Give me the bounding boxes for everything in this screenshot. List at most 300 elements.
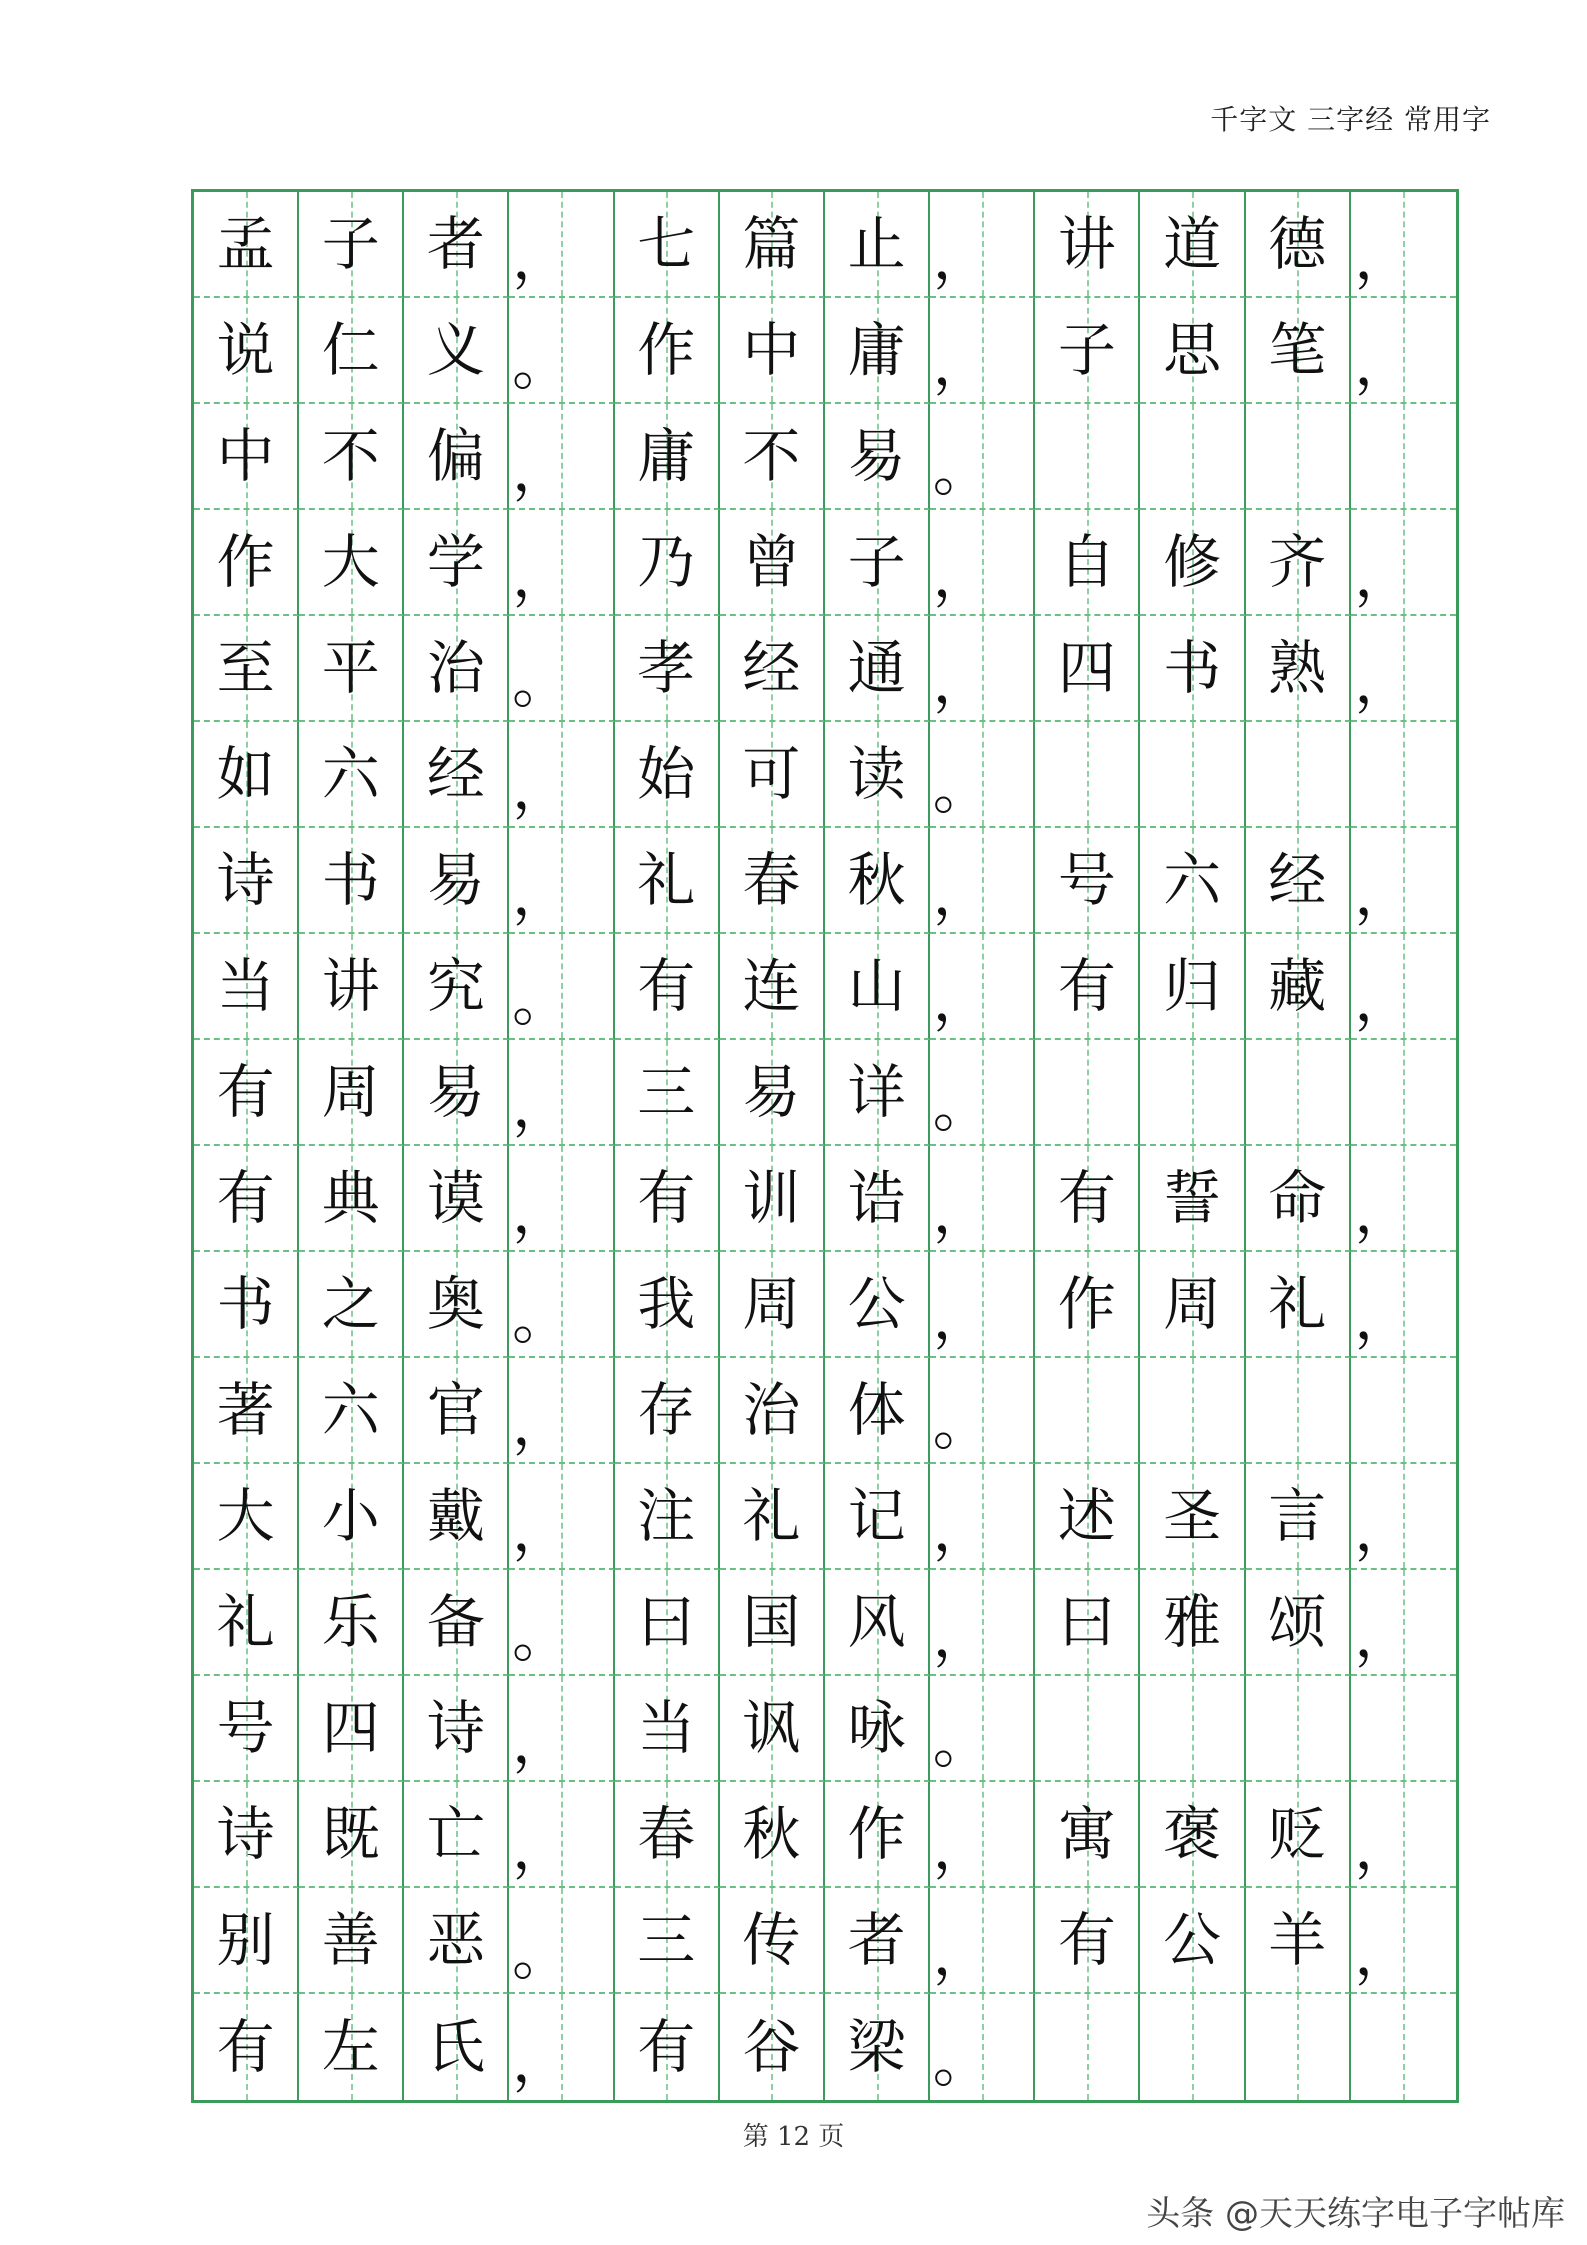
character: 三 [637, 1058, 696, 1126]
grid-cell [299, 616, 404, 722]
grid-cell [404, 1782, 509, 1888]
character: 作 [1057, 1270, 1116, 1338]
grid-cell [1140, 298, 1245, 404]
grid-cell [930, 1570, 1035, 1676]
grid-cell [1351, 616, 1456, 722]
grid-cell [1246, 1146, 1351, 1252]
character: 寓 [1057, 1800, 1116, 1868]
character: 作 [847, 1800, 906, 1868]
grid-cell [1140, 1358, 1245, 1464]
character: 者 [426, 210, 485, 278]
grid-cell [930, 404, 1035, 510]
grid-cell [404, 722, 509, 828]
character: 。 [932, 1708, 991, 1776]
grid-cell [930, 1888, 1035, 1994]
character: ， [1354, 1602, 1413, 1670]
grid-cell [825, 298, 930, 404]
grid-cell [720, 1570, 825, 1676]
grid-cell [299, 1782, 404, 1888]
grid-cell [615, 722, 720, 828]
grid-cell [1351, 510, 1456, 616]
grid-cell [1246, 722, 1351, 828]
character: 乐 [321, 1588, 380, 1656]
character: 公 [847, 1270, 906, 1338]
character: ， [512, 224, 571, 292]
character: ， [1354, 1814, 1413, 1882]
character: 。 [932, 436, 991, 504]
character: 如 [216, 740, 275, 808]
grid-cell [930, 722, 1035, 828]
grid-cell [194, 616, 299, 722]
character: 曰 [637, 1588, 696, 1656]
grid-cell [509, 1676, 614, 1782]
grid-cell [1351, 934, 1456, 1040]
character: 诰 [847, 1164, 906, 1232]
watermark: 头条 @天天练字电子字帖库 [1146, 2194, 1565, 2234]
grid-cell [299, 404, 404, 510]
character: 当 [637, 1694, 696, 1762]
character: ， [1354, 542, 1413, 610]
character: 子 [847, 528, 906, 596]
grid-cell [825, 1252, 930, 1358]
grid-cell [194, 510, 299, 616]
character: 诗 [426, 1694, 485, 1762]
character: 有 [1057, 952, 1116, 1020]
character: 经 [426, 740, 485, 808]
grid-cell [825, 1358, 930, 1464]
grid-cell [194, 1464, 299, 1570]
character: 连 [742, 952, 801, 1020]
grid-cell [720, 1358, 825, 1464]
grid-cell [720, 934, 825, 1040]
character: 春 [637, 1800, 696, 1868]
grid-cell [615, 404, 720, 510]
character: 雅 [1163, 1588, 1222, 1656]
grid-cell [509, 722, 614, 828]
grid-cell [1140, 1782, 1245, 1888]
grid-cell [509, 1888, 614, 1994]
grid-cell [194, 192, 299, 298]
grid-cell [720, 510, 825, 616]
grid-cell [615, 934, 720, 1040]
grid-cell [299, 1464, 404, 1570]
grid-cell [825, 1888, 930, 1994]
character: 说 [216, 316, 275, 384]
grid-cell [1035, 722, 1140, 828]
grid-cell [825, 828, 930, 934]
character: 六 [321, 1376, 380, 1444]
character: 三 [637, 1906, 696, 1974]
character: 别 [216, 1906, 275, 1974]
grid-cell [1351, 1570, 1456, 1676]
grid-cell [299, 1358, 404, 1464]
grid-cell [825, 1146, 930, 1252]
character: ， [932, 1602, 991, 1670]
character: 命 [1268, 1164, 1327, 1232]
grid-cell [1035, 616, 1140, 722]
grid-cell [194, 298, 299, 404]
character: 经 [1268, 846, 1327, 914]
character: 有 [1057, 1164, 1116, 1232]
grid-cell [404, 934, 509, 1040]
grid-cell [194, 1994, 299, 2100]
grid-cell [720, 1040, 825, 1146]
character: 修 [1163, 528, 1222, 596]
grid-cell [1351, 1676, 1456, 1782]
grid-cell [1035, 1676, 1140, 1782]
character: ， [1354, 648, 1413, 716]
character: ， [512, 860, 571, 928]
grid-cell [299, 934, 404, 1040]
character: 书 [321, 846, 380, 914]
grid-cell [509, 1782, 614, 1888]
character: ， [512, 542, 571, 610]
grid-cell [825, 1782, 930, 1888]
grid-cell [404, 1252, 509, 1358]
grid-cell [509, 1252, 614, 1358]
grid-cell [404, 1358, 509, 1464]
grid-cell [1140, 934, 1245, 1040]
grid-cell [930, 1782, 1035, 1888]
character: 至 [216, 634, 275, 702]
grid-cell [1035, 1146, 1140, 1252]
character: 义 [426, 316, 485, 384]
grid-cell [1351, 1146, 1456, 1252]
grid-cell [299, 1994, 404, 2100]
grid-cell [615, 1888, 720, 1994]
grid-cell [509, 1570, 614, 1676]
character: 体 [847, 1376, 906, 1444]
grid-cell [1140, 1040, 1245, 1146]
grid-cell [1035, 1782, 1140, 1888]
grid-cell [720, 1464, 825, 1570]
grid-cell [509, 934, 614, 1040]
character: 亡 [426, 1800, 485, 1868]
character: 讲 [321, 952, 380, 1020]
grid-cell [1035, 1464, 1140, 1570]
character: 恶 [426, 1906, 485, 1974]
character: 大 [216, 1482, 275, 1550]
grid-cell [509, 510, 614, 616]
grid-cell [615, 1252, 720, 1358]
character: 。 [512, 966, 571, 1034]
grid-cell [299, 510, 404, 616]
character: 易 [847, 422, 906, 490]
grid-cell [930, 1146, 1035, 1252]
grid-cell [615, 192, 720, 298]
character: 庸 [847, 316, 906, 384]
grid-cell [1246, 298, 1351, 404]
character: 我 [637, 1270, 696, 1338]
character: ， [512, 1390, 571, 1458]
grid-cell [720, 1888, 825, 1994]
grid-cell [1351, 1888, 1456, 1994]
character: ， [932, 1284, 991, 1352]
grid-cell [299, 192, 404, 298]
grid-cell [930, 192, 1035, 298]
character: ， [932, 542, 991, 610]
grid-cell [404, 1888, 509, 1994]
grid-cell [825, 934, 930, 1040]
grid-cell [615, 1676, 720, 1782]
grid-cell [1035, 1252, 1140, 1358]
grid-cell [1035, 1994, 1140, 2100]
grid-cell [1246, 1464, 1351, 1570]
grid-cell [825, 1040, 930, 1146]
grid-cell [930, 1358, 1035, 1464]
character: 。 [932, 2027, 991, 2095]
grid-cell [509, 192, 614, 298]
character: 戴 [426, 1482, 485, 1550]
character: 有 [216, 2013, 275, 2081]
grid-cell [1246, 828, 1351, 934]
character: 自 [1057, 528, 1116, 596]
character: 。 [932, 1072, 991, 1140]
grid-cell [1246, 1040, 1351, 1146]
character: 学 [426, 528, 485, 596]
grid-cell [930, 1252, 1035, 1358]
character: 典 [321, 1164, 380, 1232]
grid-cell [404, 298, 509, 404]
grid-cell [930, 1040, 1035, 1146]
grid-cell [194, 1782, 299, 1888]
grid-cell [1246, 616, 1351, 722]
character: 作 [216, 528, 275, 596]
character: 归 [1163, 952, 1222, 1020]
character: 春 [742, 846, 801, 914]
grid-cell [1035, 828, 1140, 934]
grid-cell [404, 404, 509, 510]
grid-cell [1351, 828, 1456, 934]
character: 藏 [1268, 952, 1327, 1020]
grid-cell [1140, 404, 1245, 510]
grid-cell [825, 404, 930, 510]
character: ， [932, 1920, 991, 1988]
character: ， [1354, 860, 1413, 928]
grid-cell [299, 1146, 404, 1252]
character: 述 [1057, 1482, 1116, 1550]
character: 训 [742, 1164, 801, 1232]
character: 左 [321, 2013, 380, 2081]
page-header: 千字文 三字经 常用字 [1210, 103, 1491, 136]
grid-cell [615, 1358, 720, 1464]
grid-cell [509, 1994, 614, 2100]
character: ， [932, 966, 991, 1034]
grid-cell [720, 1146, 825, 1252]
character: ， [1354, 330, 1413, 398]
grid-cell [1140, 192, 1245, 298]
character: ， [1354, 966, 1413, 1034]
grid-cell [194, 1252, 299, 1358]
character: ， [512, 1072, 571, 1140]
grid-cell [720, 616, 825, 722]
grid-cell [404, 1570, 509, 1676]
character: ， [1354, 1496, 1413, 1564]
character: 易 [742, 1058, 801, 1126]
grid-cell [615, 828, 720, 934]
grid-cell [1035, 1358, 1140, 1464]
character: 作 [637, 316, 696, 384]
grid-cell [930, 510, 1035, 616]
character: 风 [847, 1588, 906, 1656]
grid-cell [1246, 1888, 1351, 1994]
grid-cell [194, 404, 299, 510]
character: 周 [321, 1058, 380, 1126]
character: 德 [1268, 210, 1327, 278]
character: 庸 [637, 422, 696, 490]
grid-cell [509, 1146, 614, 1252]
grid-cell [1035, 510, 1140, 616]
grid-cell [1140, 1252, 1245, 1358]
grid-cell [1140, 828, 1245, 934]
character: 谷 [742, 2013, 801, 2081]
character: 咏 [847, 1694, 906, 1762]
character: 颂 [1268, 1588, 1327, 1656]
character: 秋 [847, 846, 906, 914]
character: 熟 [1268, 634, 1327, 702]
grid-cell [1246, 1358, 1351, 1464]
character: 记 [847, 1482, 906, 1550]
character: ， [932, 224, 991, 292]
character: 氏 [426, 2013, 485, 2081]
character: 有 [216, 1058, 275, 1126]
grid-cell [1035, 1570, 1140, 1676]
character: ， [512, 436, 571, 504]
grid-cell [194, 934, 299, 1040]
character: 有 [637, 1164, 696, 1232]
grid-cell [194, 1888, 299, 1994]
grid-cell [194, 828, 299, 934]
grid-cell [1246, 510, 1351, 616]
character: 中 [216, 422, 275, 490]
character: 。 [932, 754, 991, 822]
grid-cell [1035, 298, 1140, 404]
character: 易 [426, 846, 485, 914]
character: 。 [512, 1602, 571, 1670]
character: 号 [1057, 846, 1116, 914]
character: ， [512, 1814, 571, 1882]
character: 书 [216, 1270, 275, 1338]
character: 言 [1268, 1482, 1327, 1550]
character: ， [1354, 1284, 1413, 1352]
character: 梁 [847, 2013, 906, 2081]
grid-cell [1351, 722, 1456, 828]
grid-cell [720, 1782, 825, 1888]
character: ， [932, 330, 991, 398]
grid-cell [194, 722, 299, 828]
character: 礼 [1268, 1270, 1327, 1338]
character: 。 [512, 1284, 571, 1352]
grid-cell [299, 1252, 404, 1358]
grid-cell [615, 510, 720, 616]
character: 礼 [742, 1482, 801, 1550]
character: 书 [1163, 634, 1222, 702]
character: 篇 [742, 210, 801, 278]
character: 通 [847, 634, 906, 702]
character: 诗 [216, 846, 275, 914]
character: ， [932, 860, 991, 928]
character: 周 [1163, 1270, 1222, 1338]
grid-cell [1351, 1040, 1456, 1146]
grid-cell [299, 298, 404, 404]
grid-cell [299, 722, 404, 828]
grid-cell [720, 828, 825, 934]
grid-cell [1246, 1252, 1351, 1358]
character: 官 [426, 1376, 485, 1444]
grid-cell [404, 828, 509, 934]
character: 礼 [216, 1588, 275, 1656]
character: ， [932, 1178, 991, 1246]
grid-cell [1351, 1252, 1456, 1358]
grid-cell [1246, 404, 1351, 510]
character: 存 [637, 1376, 696, 1444]
character: 详 [847, 1058, 906, 1126]
character: 诗 [216, 1800, 275, 1868]
grid-cell [720, 1252, 825, 1358]
grid-cell [299, 1888, 404, 1994]
grid-cell [930, 298, 1035, 404]
grid-cell [509, 828, 614, 934]
character: 。 [932, 1390, 991, 1458]
grid-cell [404, 616, 509, 722]
character: 治 [426, 634, 485, 702]
grid-cell [825, 1676, 930, 1782]
grid-cell [720, 192, 825, 298]
character: 思 [1163, 316, 1222, 384]
grid-cell [1246, 1994, 1351, 2100]
character: 始 [637, 740, 696, 808]
grid-cell [1140, 510, 1245, 616]
character: 有 [637, 2013, 696, 2081]
character: 讽 [742, 1694, 801, 1762]
grid-cell [1351, 298, 1456, 404]
grid-cell [825, 616, 930, 722]
character: 周 [742, 1270, 801, 1338]
character: 孟 [216, 210, 275, 278]
character: 传 [742, 1906, 801, 1974]
grid-cell [299, 1570, 404, 1676]
character: 圣 [1163, 1482, 1222, 1550]
grid-cell [1351, 404, 1456, 510]
character: 道 [1163, 210, 1222, 278]
character: 誓 [1163, 1164, 1222, 1232]
grid-cell [615, 1464, 720, 1570]
character: 可 [742, 740, 801, 808]
character: 。 [512, 1920, 571, 1988]
character: 曾 [742, 528, 801, 596]
character: 有 [1057, 1906, 1116, 1974]
character: 四 [1057, 634, 1116, 702]
character: 经 [742, 634, 801, 702]
character: 山 [847, 952, 906, 1020]
grid-cell [1140, 1994, 1245, 2100]
grid-cell [1140, 1464, 1245, 1570]
character: ， [932, 648, 991, 716]
grid-cell [930, 828, 1035, 934]
character: 礼 [637, 846, 696, 914]
character: 六 [321, 740, 380, 808]
character: 谟 [426, 1164, 485, 1232]
grid-cell [1035, 934, 1140, 1040]
character: 偏 [426, 422, 485, 490]
grid-cell [404, 1994, 509, 2100]
grid-cell [930, 934, 1035, 1040]
grid-cell [1140, 722, 1245, 828]
character: ， [932, 1496, 991, 1564]
character: ， [1354, 1920, 1413, 1988]
character: 。 [512, 648, 571, 716]
character: 治 [742, 1376, 801, 1444]
